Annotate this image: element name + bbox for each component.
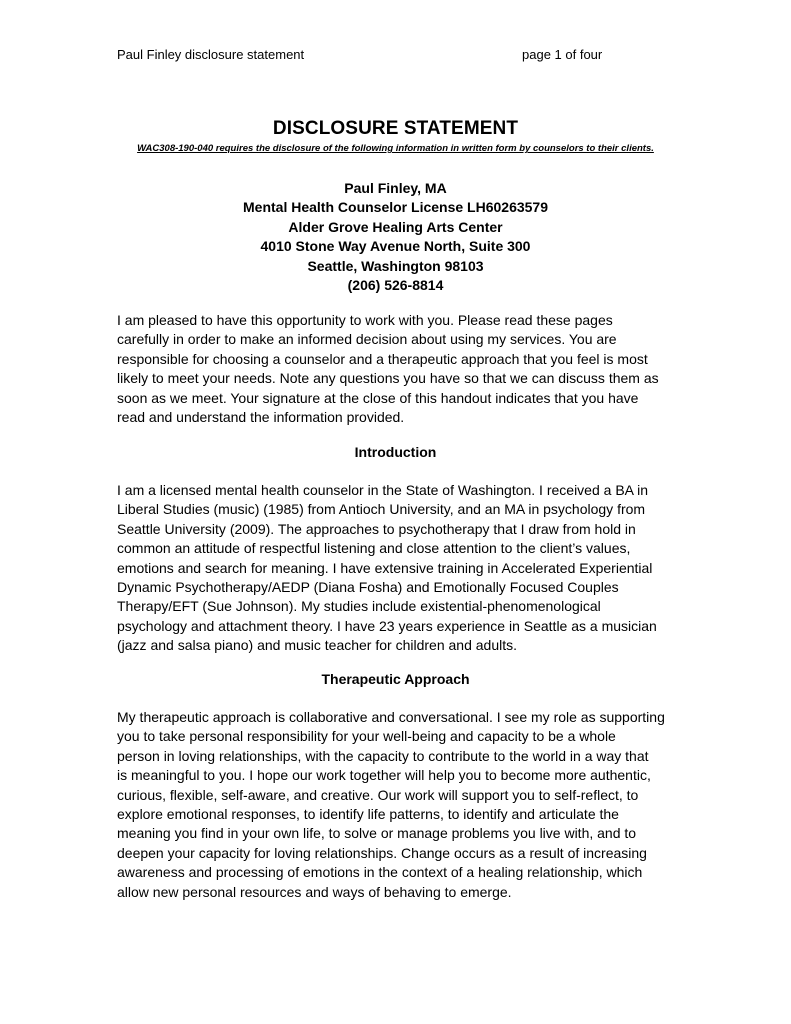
paragraph-line: is meaningful to you. I hope our work together will help you to become more authentic, xyxy=(117,767,651,784)
phone-number: (206) 526-8814 xyxy=(347,277,444,294)
paragraph-line: I am pleased to have this opportunity to work with you. Please read these pages xyxy=(117,312,613,328)
paragraph-line: awareness and processing of emotions in the context of a healing relationship, which xyxy=(117,864,643,881)
regulation-notice: WAC308-190-040 requires the disclosure of the following information in written form by counselors to their clients. xyxy=(137,143,654,154)
paragraph-line: carefully in order to make an informed decision about using my services. You are xyxy=(117,331,617,348)
license-number: Mental Health Counselor License LH60263579 xyxy=(243,199,548,216)
paragraph-line: responsible for choosing a counselor and a therapeutic approach that you feel is most xyxy=(117,350,648,367)
street-address: 4010 Stone Way Avenue North, Suite 300 xyxy=(260,238,531,255)
header-document-name: Paul Finley disclosure statement xyxy=(117,47,305,62)
city-state-zip: Seattle, Washington 98103 xyxy=(307,257,484,274)
paragraph-line: I am a licensed mental health counselor in the State of Washington. I received a BA in xyxy=(117,482,649,498)
therapeutic-approach-paragraph xyxy=(117,708,677,902)
paragraph-line: person in loving relationships, with the capacity to contribute to the world in a way that xyxy=(117,747,649,764)
paragraph-line: you to take personal responsibility for your well-being and capacity to be a whole xyxy=(117,728,616,745)
paragraph-line: deepen your capacity for loving relationships. Change occurs as a result of increasing xyxy=(117,844,647,861)
introduction-paragraph xyxy=(117,481,677,656)
paragraph-line: curious, flexible, self-aware, and creative. Our work will support you to self-reflect, to xyxy=(117,786,639,803)
paragraph-line: common an attitude of respectful listening and close attention to the client’s values, xyxy=(117,540,631,557)
intro-paragraph xyxy=(117,311,677,427)
document-title: DISCLOSURE STATEMENT xyxy=(272,118,519,139)
paragraph-line: Therapy/EFT (Sue Johnson). My studies include existential-phenomenological xyxy=(117,598,601,615)
counselor-contact-block xyxy=(0,179,791,295)
paragraph-line: Dynamic Psychotherapy/AEDP (Diana Fosha) and Emotionally Focused Couples xyxy=(117,579,619,596)
paragraph-line: likely to meet your needs. Note any questions you have so that we can discuss them as xyxy=(117,370,659,387)
paragraph-line: explore emotional responses, to identify life patterns, to identify and articulate the xyxy=(117,806,619,823)
paragraph-line: Liberal Studies (music) (1985) from Antioch University, and an MA in psychology from xyxy=(117,501,646,518)
paragraph-line: psychology and attachment theory. I have 23 years experience in Seattle as a musician xyxy=(117,617,657,634)
header-page-number: page 1 of four xyxy=(522,47,603,62)
paragraph-line: allow new personal resources and ways of behaving to emerge. xyxy=(117,883,512,900)
paragraph-line: (jazz and salsa piano) and music teacher for children and adults. xyxy=(117,637,517,654)
practice-name: Alder Grove Healing Arts Center xyxy=(288,218,503,235)
paragraph-line: emotions and search for meaning. I have extensive training in Accelerated Experiential xyxy=(117,559,653,576)
paragraph-line: Seattle University (2009). The approaches to psychotherapy that I draw from hold in xyxy=(117,520,636,537)
section-heading-therapeutic-approach: Therapeutic Approach xyxy=(321,671,470,687)
paragraph-line: read and understand the information provided. xyxy=(117,409,405,426)
paragraph-line: My therapeutic approach is collaborative and conversational. I see my role as supporting xyxy=(117,709,665,725)
counselor-name: Paul Finley, MA xyxy=(344,180,447,196)
section-heading-introduction: Introduction xyxy=(354,444,437,460)
paragraph-line: meaning you find in your own life, to solve or manage problems you live with, and to xyxy=(117,825,637,842)
paragraph-line: soon as we meet. Your signature at the close of this handout indicates that you have xyxy=(117,389,639,406)
